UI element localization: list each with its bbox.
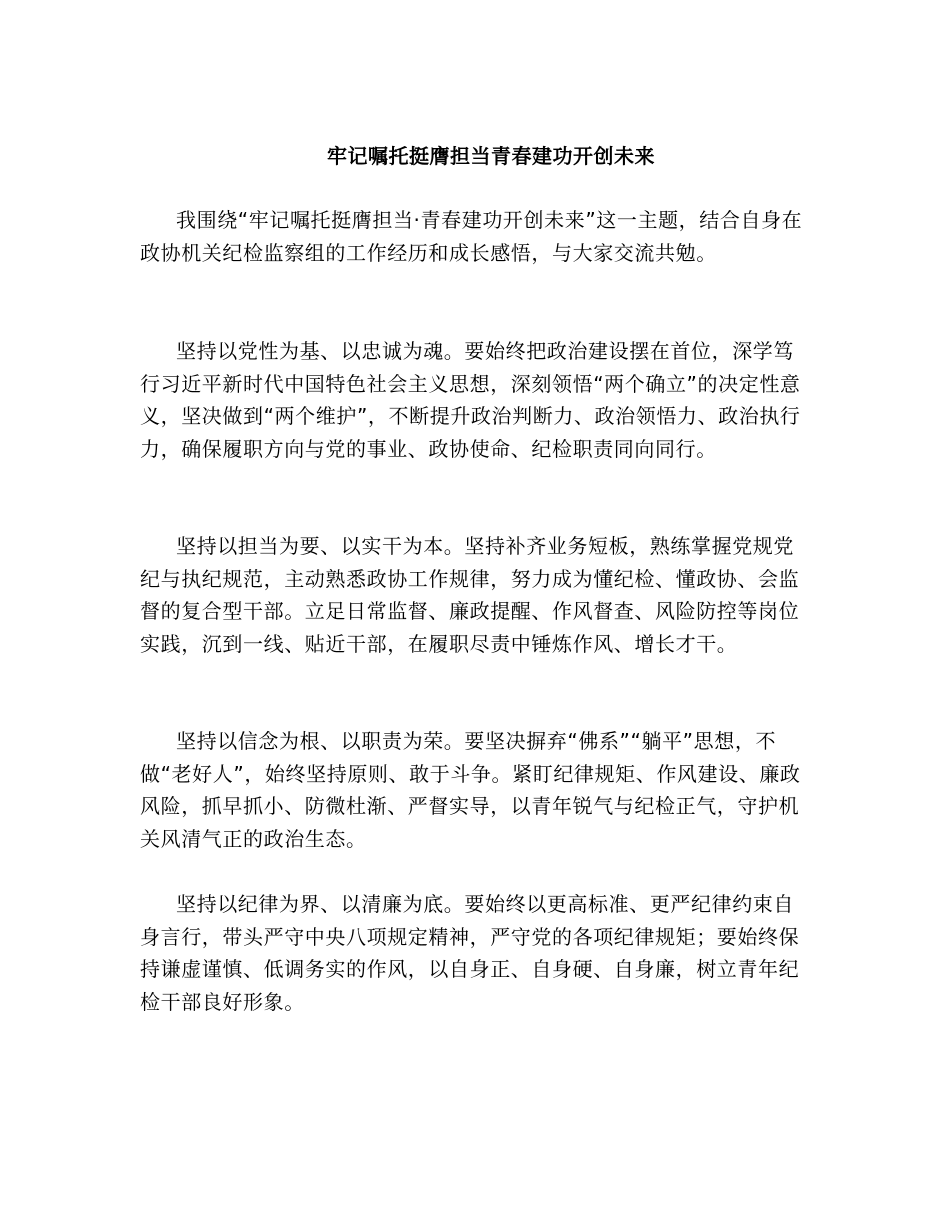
paragraph-discipline: 坚持以纪律为界、以清廉为底。要始终以更高标准、更严纪律约束自身言行，带头严守中央八项规定精神，严守党的各项纪律规矩；要始终保持谦虚谨慎、低调务实的作风，以自身正、自身硬、自身廉，树立青年纪检干部良好形象。	[140, 892, 800, 1014]
paragraph-party-loyalty: 坚持以党性为基、以忠诚为魂。要始终把政治建设摆在首位，深学笃行习近平新时代中国特色社会主义思想，深刻领悟“两个确立”的决定性意义，坚决做到“两个维护”，不断提升政治判断力、政治领悟力、政治执行力，确保履职方向与党的事业、政协使命、纪检职责同向同行。	[140, 339, 801, 461]
paragraph-belief: 坚持以信念为根、以职责为荣。要坚决摒弃“佛系”“躺平”思想，不做“老好人”，始终坚持原则、敢于斗争。紧盯纪律规矩、作风建设、廉政风险，抓早抓小、防微杜渐、严督实导，以青年锐气与纪检正气，守护机关风清气正的政治生态。	[140, 729, 801, 851]
document-title: 牢记嘱托挺膺担当青春建功开创未来	[327, 144, 655, 168]
paragraph-intro: 我围绕“牢记嘱托挺膺担当·青春建功开创未来”这一主题，结合自身在政协机关纪检监察组的工作经历和成长感悟，与大家交流共勉。	[140, 208, 803, 265]
paragraph-responsibility: 坚持以担当为要、以实干为本。坚持补齐业务短板，熟练掌握党规党纪与执纪规范，主动熟悉政协工作规律，努力成为懂纪检、懂政协、会监督的复合型干部。立足日常监督、廉政提醒、作风督查、风险防控等岗位实践，沉到一线、贴近干部，在履职尽责中锤炼作风、增长才干。	[140, 534, 800, 656]
